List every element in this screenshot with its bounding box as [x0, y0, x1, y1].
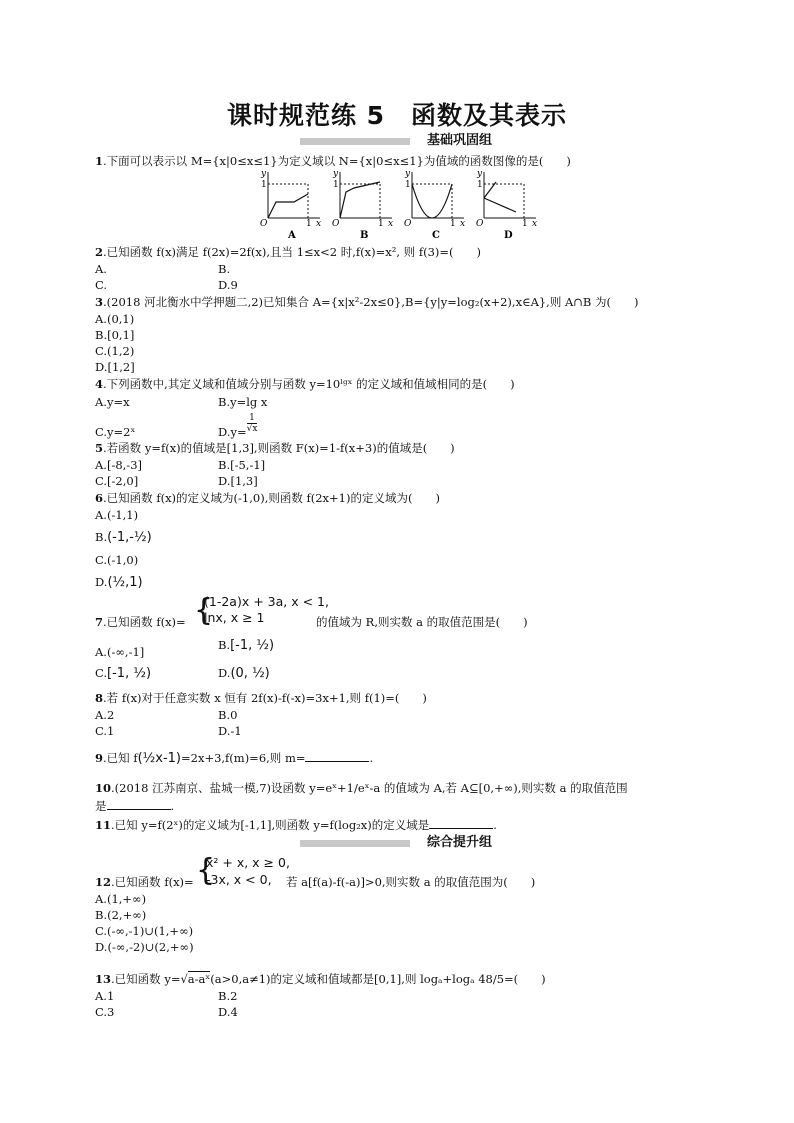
fraction: [247, 413, 258, 434]
option-d[interactable]: D.-1: [218, 724, 242, 738]
graph-label-d: D: [504, 230, 513, 240]
question-text-post: 若 a[f(a)-f(-a)]>0,则实数 a 的取值范围为( ): [286, 875, 536, 889]
question-text: .已知函数 f(x)的定义域为(-1,0),则函数 f(2x+1)的定义域为( ): [103, 491, 440, 505]
question-text: 是: [95, 799, 107, 813]
question-2: [95, 245, 481, 259]
question-number: 12: [95, 875, 112, 889]
axis-x-label: x: [460, 219, 466, 229]
graph-label-b: B: [360, 230, 369, 240]
question-text-pre: .已知函数 f(x)=: [111, 875, 194, 889]
graph-label-a: A: [288, 230, 296, 240]
radicand: a-aˣ: [187, 972, 211, 986]
option-b-label: B.: [218, 638, 231, 652]
section-label: 基础巩固组: [426, 133, 492, 148]
graph-d: [476, 169, 537, 240]
graphs-svg: [250, 168, 550, 240]
question-text: .下列函数中,其定义域和值域分别与函数 y=10ˡᵍˣ 的定义域和值域相同的是( ): [103, 377, 515, 391]
option-d[interactable]: D.[1,3]: [218, 474, 258, 488]
question-text: .(2018 江苏南京、盐城一模,7)设函数 y=eˣ+1/eˣ-a 的值域为 A,若 A⊆[0,+∞),则实数 a 的取值范围: [111, 781, 628, 795]
tick-one: 1: [378, 219, 384, 229]
question-text-pre: .已知函数 y=: [111, 972, 181, 986]
tick-one: 1: [405, 180, 411, 190]
option-c[interactable]: C.[-2,0]: [95, 474, 139, 488]
axis-y-label: y: [261, 169, 267, 179]
option-c[interactable]: C.y=2ˣ: [95, 425, 136, 439]
question-8: [95, 691, 427, 705]
question-13: [95, 972, 546, 986]
section-bar: [300, 840, 410, 847]
option-c-label: C.: [95, 666, 108, 680]
question-number: 7: [95, 615, 104, 629]
question-number: 5: [95, 441, 104, 455]
option-c-value: [-1, ½): [107, 666, 152, 681]
piece-1: x² + x, x ≥ 0,: [206, 855, 290, 870]
option-d-label: D.y=: [218, 425, 247, 439]
origin-label: O: [404, 219, 412, 229]
option-b[interactable]: [95, 530, 152, 545]
question-7: [95, 615, 186, 629]
graph-c: [404, 169, 465, 240]
question-number: 6: [95, 491, 104, 505]
piecewise-brace: {: [194, 593, 214, 628]
option-b[interactable]: B.[-5,-1]: [218, 458, 266, 472]
option-b-label: B.: [95, 530, 108, 544]
tick-one: 1: [477, 180, 483, 190]
option-b[interactable]: B.[0,1]: [95, 328, 135, 342]
section-advanced: [300, 836, 492, 850]
option-b-value: (-1,-½): [107, 530, 152, 545]
question-5: [95, 441, 455, 455]
axis-x-label: x: [316, 219, 322, 229]
option-d-value: (½,1): [107, 575, 143, 590]
option-b[interactable]: [218, 638, 274, 653]
option-c[interactable]: C.(-∞,-1)∪(1,+∞): [95, 924, 194, 938]
question-text-pre: .已知函数 f(x)=: [103, 615, 186, 629]
question-text: .已知函数 f(x)满足 f(2x)=2f(x),且当 1≤x<2 时,f(x)=x², 则 f(3)=( ): [103, 245, 481, 259]
axis-y-label: y: [477, 169, 483, 179]
question-number: 9: [95, 751, 104, 765]
radical: √a-aˣ: [180, 972, 211, 986]
tick-one: 1: [333, 180, 339, 190]
fraction-numerator: 1: [247, 413, 258, 424]
piece-2: -3x, x < 0,: [206, 872, 272, 887]
section-bar: [300, 138, 410, 145]
question-1: [95, 154, 571, 168]
option-d-label: D.: [95, 575, 108, 589]
answer-blank[interactable]: [429, 817, 493, 829]
question-number: 10: [95, 781, 112, 795]
option-a[interactable]: A.(-∞,-1]: [95, 645, 145, 659]
origin-label: O: [332, 219, 340, 229]
question-9: 9.已知 f(½x-1)=2x+3,f(m)=6,则 m= .: [95, 751, 374, 766]
question-4: [95, 377, 515, 391]
page-title: 课时规范练 5 函数及其表示: [226, 101, 568, 130]
origin-label: O: [260, 219, 268, 229]
question-number: 11: [95, 818, 112, 832]
option-d[interactable]: D.[1,2]: [95, 360, 135, 374]
axis-y-label: y: [333, 169, 339, 179]
option-d[interactable]: [218, 413, 258, 439]
question-10: [95, 781, 628, 795]
question-text: .下面可以表示以 M={x|0≤x≤1}为定义域以 N={x|0≤x≤1}为值域的函数图像的是( ): [103, 154, 571, 168]
question-number: 13: [95, 972, 112, 986]
tick-one: 1: [261, 180, 267, 190]
section-label: 综合提升组: [426, 835, 492, 850]
question-10-line-2: 是 .: [95, 799, 175, 813]
question-6: [95, 491, 440, 505]
tick-one: 1: [450, 219, 456, 229]
question-text-post: 的值域为 R,则实数 a 的取值范围是( ): [316, 615, 528, 629]
question-number: 2: [95, 245, 104, 259]
question-11: 11.已知 y=f(2ˣ)的定义域为[-1,1],则函数 y=f(log₂x)的定义域是 .: [95, 818, 497, 832]
option-d-value: (0, ½): [230, 666, 270, 681]
question-text-pre: .已知 f: [103, 751, 138, 765]
log-expression: +logₐ 48/5=( ): [442, 972, 546, 986]
question-text-post: =2x+3,f(m)=6,则 m=: [181, 751, 306, 765]
question-text: .若函数 y=f(x)的值域是[1,3],则函数 F(x)=1-f(x+3)的值域是( ): [103, 441, 455, 455]
fraction-denominator: √x: [246, 424, 258, 434]
graph-b: [332, 169, 393, 240]
option-a[interactable]: A.: [95, 262, 107, 276]
question-text: .(2018 河北衡水中学押题二,2)已知集合 A={x|x²-2x≤0},B={y|y=log₂(x+2),x∈A},则 A∩B 为( ): [103, 295, 639, 309]
option-a[interactable]: A.[-8,-3]: [95, 458, 142, 472]
option-a[interactable]: A.(1,+∞): [95, 892, 147, 906]
option-b-value: [-1, ½): [230, 638, 275, 653]
option-c[interactable]: C.3: [95, 1005, 115, 1019]
option-c[interactable]: [95, 666, 151, 681]
question-text-post: (a>0,a≠1)的定义域和值域都是[0,1],则 logₐ: [210, 972, 443, 986]
function-argument: (½x-1): [137, 751, 181, 766]
question-number: 4: [95, 377, 104, 391]
option-d-label: D.: [218, 666, 231, 680]
origin-label: O: [476, 219, 484, 229]
option-c[interactable]: C.(1,2): [95, 344, 135, 358]
option-a[interactable]: A.1: [95, 989, 115, 1003]
question-3: [95, 295, 639, 309]
axis-y-label: y: [405, 169, 411, 179]
axis-x-label: x: [388, 219, 394, 229]
answer-graphs: [250, 168, 550, 240]
graph-label-c: C: [432, 230, 440, 240]
question-12: [95, 875, 194, 889]
tick-one: 1: [522, 219, 528, 229]
option-b[interactable]: B.(2,+∞): [95, 908, 147, 922]
option-c[interactable]: C.: [95, 278, 108, 292]
tick-one: 1: [306, 219, 312, 229]
question-number: 1: [95, 154, 104, 168]
option-d[interactable]: D.(-∞,-2)∪(2,+∞): [95, 940, 194, 954]
piece-1: (1-2a)x + 3a, x < 1,: [204, 594, 329, 609]
question-text: .若 f(x)对于任意实数 x 恒有 2f(x)-f(-x)=3x+1,则 f(1)=( ): [103, 691, 427, 705]
option-c[interactable]: C.1: [95, 724, 115, 738]
option-d[interactable]: [95, 575, 143, 590]
question-number: 3: [95, 295, 104, 309]
piecewise-brace: {: [196, 853, 216, 888]
option-b[interactable]: B.: [218, 262, 231, 276]
option-a[interactable]: A.y=x: [95, 395, 130, 409]
option-b[interactable]: B.2: [218, 989, 238, 1003]
section-basic: [300, 134, 492, 148]
option-a[interactable]: A.(-1,1): [95, 508, 139, 522]
question-text: .已知 y=f(2ˣ)的定义域为[-1,1],则函数 y=f(log₂x)的定义域是: [111, 818, 430, 832]
option-d[interactable]: [218, 666, 270, 681]
answer-blank[interactable]: [107, 798, 171, 810]
option-d[interactable]: D.4: [218, 1005, 238, 1019]
option-d[interactable]: D.9: [218, 278, 238, 292]
option-b[interactable]: B.y=lg x: [218, 395, 268, 409]
answer-blank[interactable]: [305, 750, 369, 762]
option-a[interactable]: A.2: [95, 708, 115, 722]
axis-x-label: x: [532, 219, 538, 229]
graph-a: [260, 169, 321, 240]
option-b[interactable]: B.0: [218, 708, 238, 722]
option-a[interactable]: A.(0,1): [95, 312, 135, 326]
question-number: 8: [95, 691, 104, 705]
piece-2: lnx, x ≥ 1: [204, 610, 265, 625]
option-c[interactable]: C.(-1,0): [95, 553, 139, 567]
